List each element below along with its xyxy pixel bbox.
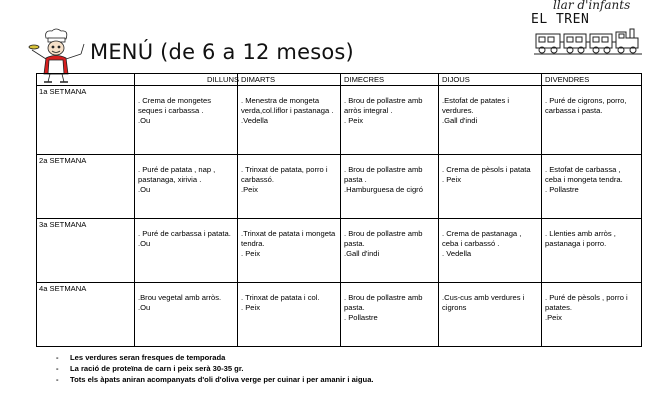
dish-text: . Crema de mongetes seques i carbassa . .Ou [138, 96, 212, 125]
dish-text: . Trinxat de patata, porro i carbassó. .Peix [241, 165, 328, 194]
dish-text: . Brou de pollastre amb arròs integral . . Peix [344, 96, 423, 125]
menu-cell [542, 86, 642, 155]
column-header-dijous: DIJOUS [439, 74, 542, 86]
notes-list [56, 352, 374, 385]
menu-cell [238, 155, 341, 219]
dish-text: . Llenties amb arròs , pastanaga i porro. [545, 229, 616, 248]
menu-cell [439, 283, 542, 347]
menu-cell [238, 86, 341, 155]
menu-cell [341, 283, 439, 347]
column-header-dilluns: DILLUNS [135, 74, 238, 86]
menu-cell [542, 283, 642, 347]
dish-text: .Cus-cus amb verdures i cigrons [442, 293, 525, 312]
dish-text: . Puré de carbassa i patata. .Ou [138, 229, 231, 248]
dish-text: .Estofat de patates i verdures. .Gall d'indi [442, 96, 510, 125]
table-row [37, 283, 642, 347]
dish-text: . Puré de pèsols , porro i patates. .Peix [545, 293, 628, 322]
dish-text: . Menestra de mongeta verda,col.liflor i pastanaga . .Vedella [241, 96, 334, 125]
dish-text: . Crema de pastanaga , ceba i carbassó . . Vedella [442, 229, 522, 258]
table-row [37, 219, 642, 283]
menu-cell [439, 219, 542, 283]
menu-cell [341, 86, 439, 155]
table-header-row [37, 74, 642, 86]
menu-cell [135, 155, 238, 219]
menu-cell [439, 155, 542, 219]
table-row [37, 155, 642, 219]
brand-title: EL TREN [531, 12, 590, 27]
column-header-divendres: DIVENDRES [542, 74, 642, 86]
menu-cell [439, 86, 542, 155]
menu-cell [238, 283, 341, 347]
menu-cell [135, 283, 238, 347]
dish-text: . Puré de patata , nap , pastanaga, xirivia . .Ou [138, 165, 216, 194]
week-label: 1a SETMANA [37, 86, 135, 155]
dish-text: . Puré de cigrons, porro, carbassa i pasta. [545, 96, 627, 115]
dish-text: . Brou de pollastre amb pasta. . Pollastre [344, 293, 423, 322]
dish-text: . Estofat de carbassa , ceba i mongeta tendra. . Pollastre [545, 165, 623, 194]
week-label: 2a SETMANA [37, 155, 135, 219]
menu-cell [542, 219, 642, 283]
column-header-dimecres: DIMECRES [341, 74, 439, 86]
week-label: 3a SETMANA [37, 219, 135, 283]
dish-text: .Trinxat de patata i mongeta tendra. . Peix [241, 229, 336, 258]
note-item: - Les verdures seran fresques de temporada [56, 352, 374, 363]
dish-text: . Brou de pollastre amb pasta. .Gall d'indi [344, 229, 423, 258]
week-label: 4a SETMANA [37, 283, 135, 347]
note-item: - La ració de proteïna de carn i peix serà 30-35 gr. [56, 363, 374, 374]
dish-text: .Brou vegetal amb arròs. .Ou [138, 293, 222, 312]
menu-title: MENÚ (de 6 a 12 mesos) [90, 40, 354, 64]
dish-text: . Trinxat de patata i col. . Peix [241, 293, 320, 312]
menu-cell [135, 219, 238, 283]
train-drawing-icon [534, 28, 644, 56]
menu-cell [238, 219, 341, 283]
dish-text: . Crema de pèsols i patata . Peix [442, 165, 531, 184]
note-item: - Tots els àpats aniran acompanyats d'oli d'oliva verge per cuinar i per amanir i aigua. [56, 374, 374, 385]
brand-subtitle: llar d'infants [553, 0, 631, 12]
dish-text: . Brou de pollastre amb pasta . .Hamburguesa de cigró [344, 165, 423, 194]
menu-cell [542, 155, 642, 219]
table-row [37, 86, 642, 155]
column-header-week [37, 74, 135, 86]
menu-cell [135, 86, 238, 155]
menu-cell [341, 219, 439, 283]
column-header-dimarts: DIMARTS [238, 74, 341, 86]
menu-table [36, 73, 642, 347]
menu-cell [341, 155, 439, 219]
